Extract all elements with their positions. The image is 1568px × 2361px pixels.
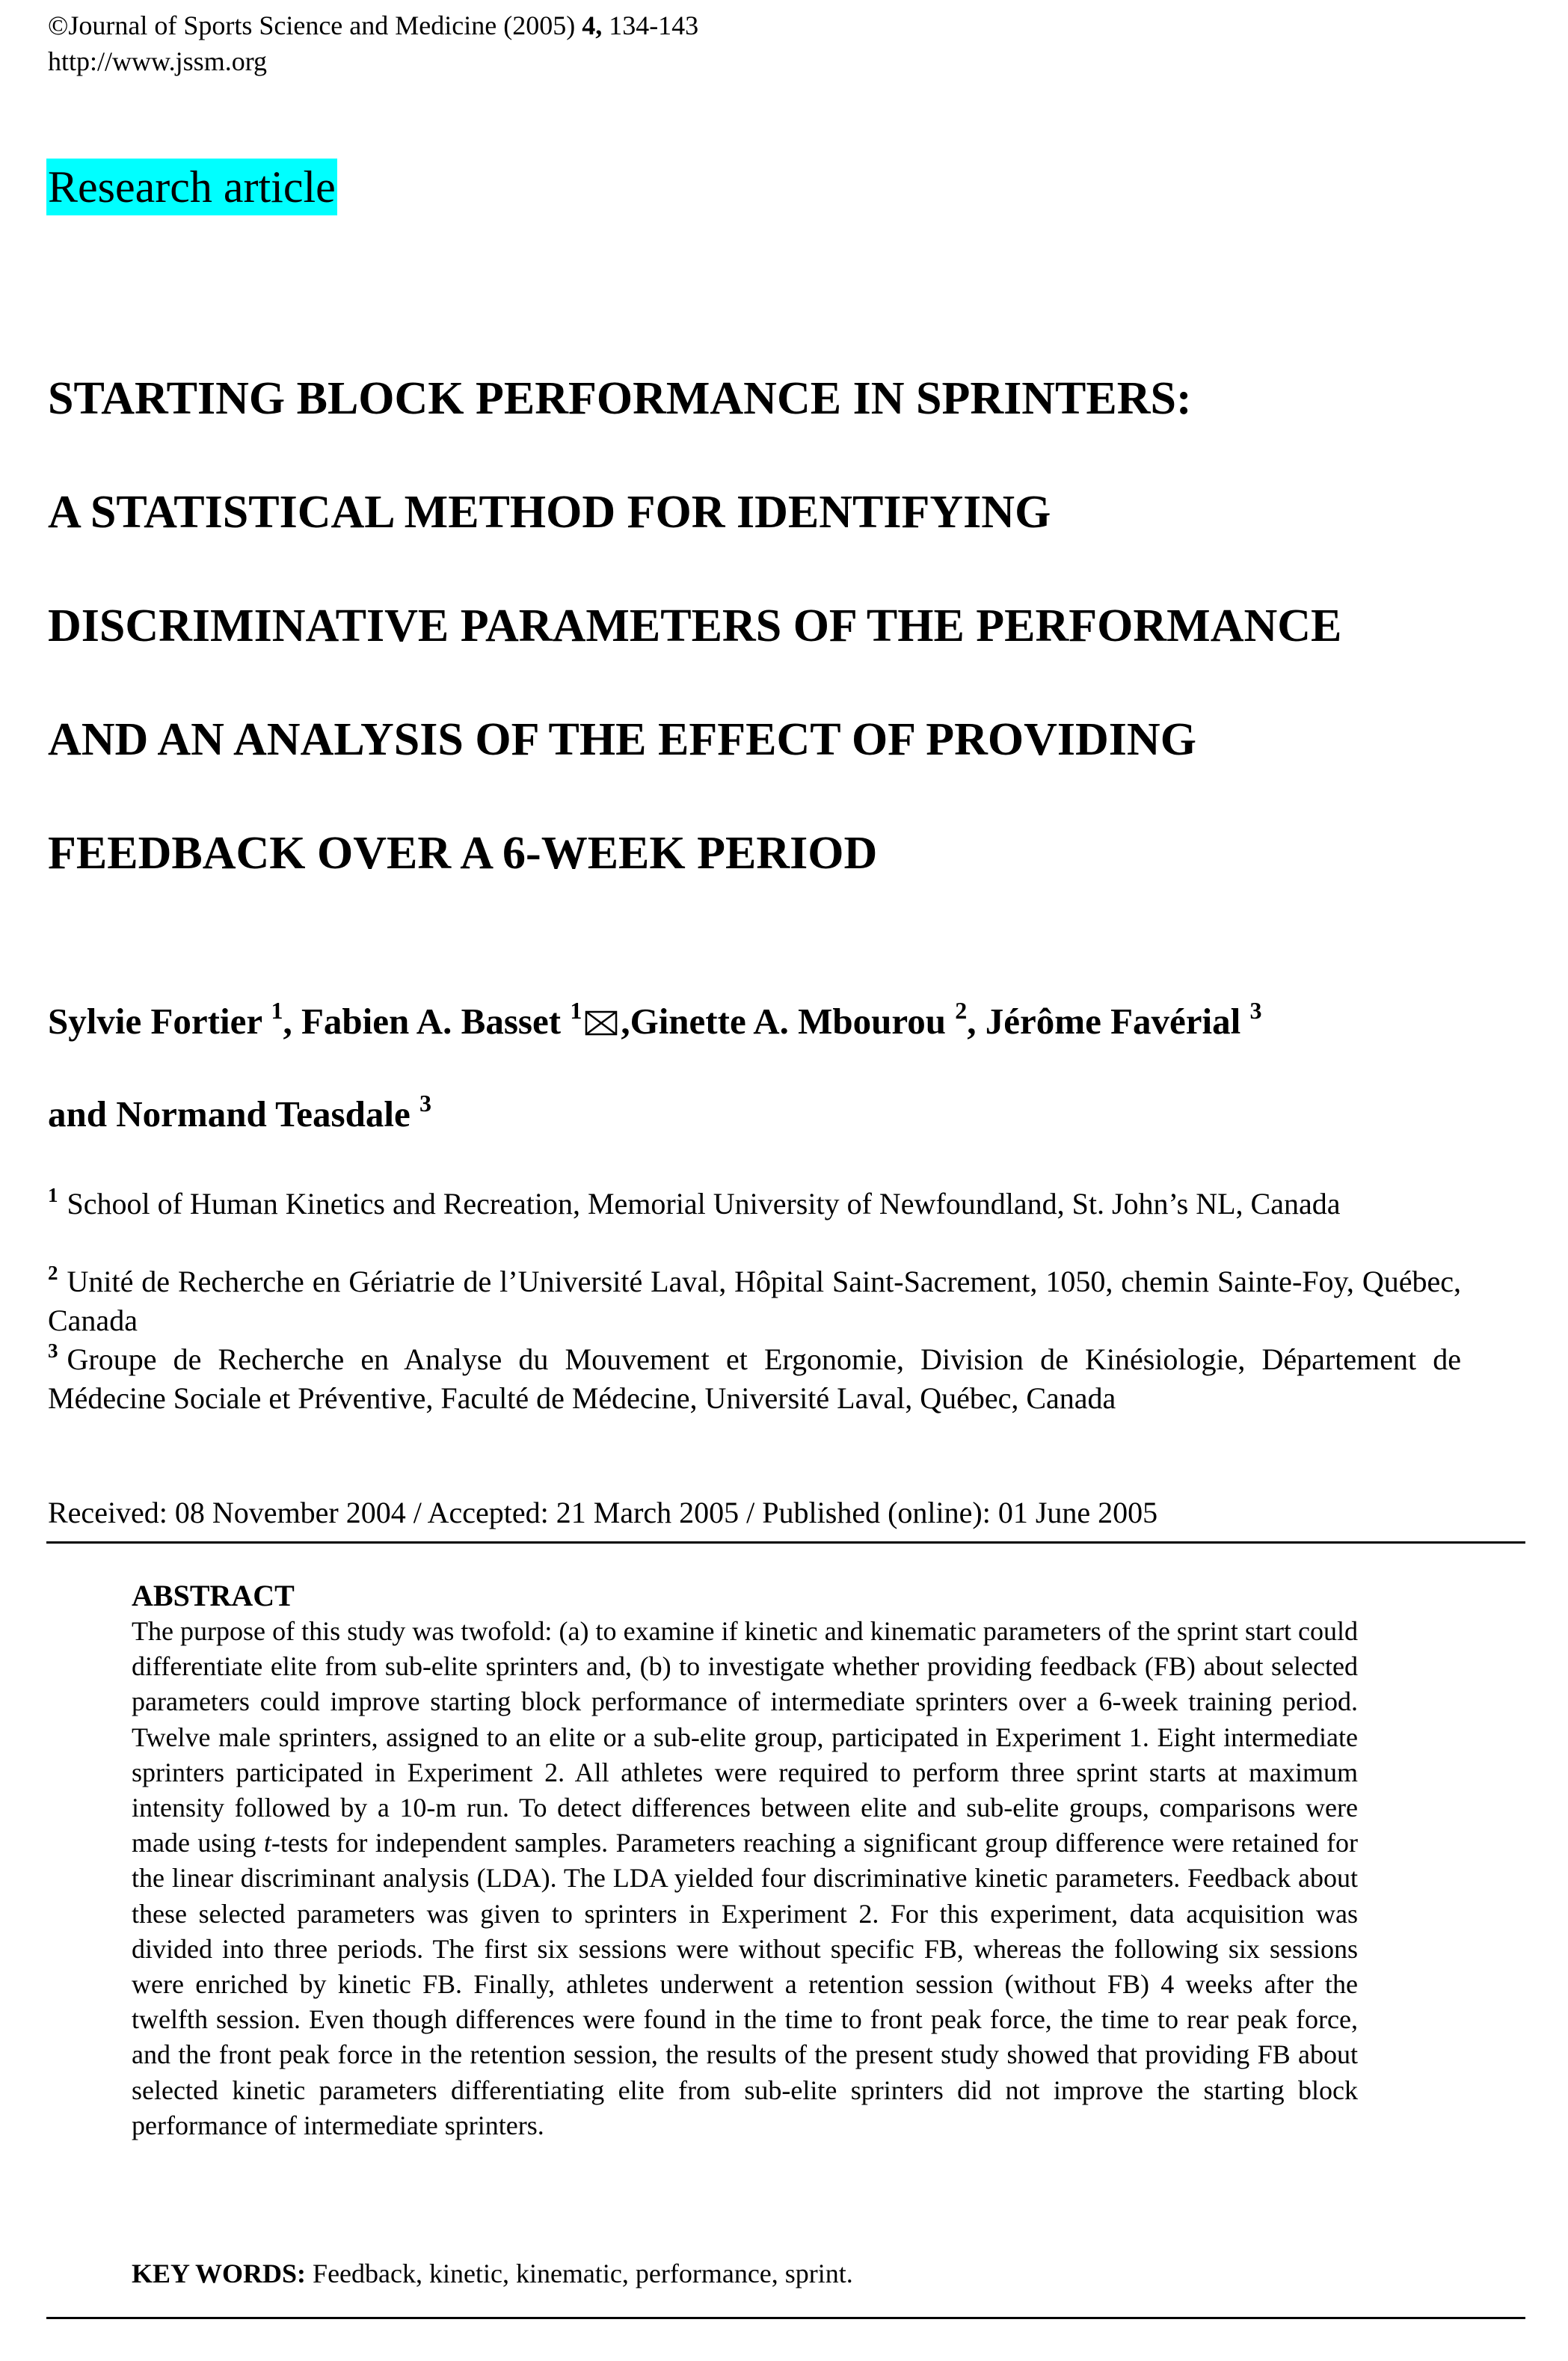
author-affiliation-mark: 1 [271, 997, 283, 1024]
affiliation-number: 1 [48, 1184, 58, 1206]
journal-name: ©Journal of Sports Science and Medicine (2005) [48, 10, 582, 40]
affiliation-text: Groupe de Recherche en Analyse du Mouvement et Ergonomie, Division de Kinésiologie, Département de Médecine Sociale et Préventive, Faculté de Médecine, Université Laval, Québec, Canada [48, 1342, 1461, 1415]
journal-citation [48, 10, 698, 40]
affiliation-3 [48, 1340, 1461, 1418]
divider-bottom [46, 2317, 1525, 2319]
title-line-4: AND AN ANALYSIS OF THE EFFECT OF PROVIDING [48, 714, 1196, 765]
authors-line-1 [48, 997, 1262, 1043]
affiliation-2 [48, 1262, 1461, 1340]
author-name: Sylvie Fortier [48, 1001, 271, 1042]
author-affiliation-mark: 2 [955, 997, 968, 1024]
divider-top [46, 1541, 1525, 1544]
author-name: ,Ginette A. Mbourou [621, 1001, 956, 1042]
article-type-label: Research article [46, 159, 337, 215]
affiliation-number: 3 [48, 1339, 58, 1362]
abstract-text: -tests for independent samples. Parameters reaching a significant group difference were retained for the linear discriminant analysis (LDA). The LDA yielded four discriminative kinetic parameters. Feedback about these selected parameters was given to sprinters in Experiment 2. For this experiment, data acquisition was divided into three periods. The first six sessions were without specific FB, whereas the following six sessions were enriched by kinetic FB. Finally, athletes underwent a retention session (without FB) 4 weeks after the twelfth session. Even though differences were found in the time to front peak force, the time to rear peak force, and the front peak force in the retention session, the results of the present study showed that providing FB about selected kinetic parameters differentiating elite from sub-elite sprinters did not improve the starting block performance of intermediate sprinters. [132, 1828, 1358, 2140]
affiliation-text: Unité de Recherche en Gériatrie de l’Université Laval, Hôpital Saint-Sacrement, 1050, chemin Sainte-Foy, Québec, Canada [48, 1265, 1461, 1337]
affiliation-text: School of Human Kinetics and Recreation, Memorial University of Newfoundland, St. John’s NL, Canada [67, 1187, 1341, 1221]
author-affiliation-mark: 3 [419, 1090, 431, 1117]
title-line-3: DISCRIMINATIVE PARAMETERS OF THE PERFORMANCE [48, 601, 1342, 651]
keywords-text: Feedback, kinetic, kinematic, performance, sprint. [306, 2259, 853, 2288]
affiliation-1 [48, 1185, 1461, 1224]
envelope-icon[interactable] [585, 1003, 618, 1028]
abstract-body [132, 1614, 1358, 2143]
journal-url[interactable]: http://www.jssm.org [48, 46, 268, 76]
journal-pages: 134-143 [602, 10, 699, 40]
title-line-1: STARTING BLOCK PERFORMANCE IN SPRINTERS: [48, 373, 1192, 424]
publication-dates: Received: 08 November 2004 / Accepted: 21 March 2005 / Published (online): 01 June 2005 [48, 1496, 1158, 1529]
abstract-heading: ABSTRACT [132, 1579, 295, 1612]
affiliation-number: 2 [48, 1262, 58, 1284]
title-line-2: A STATISTICAL METHOD FOR IDENTIFYING [48, 487, 1051, 538]
keywords-label: KEY WORDS: [132, 2259, 307, 2288]
author-name: , Fabien A. Basset [283, 1001, 571, 1042]
author-affiliation-mark: 1 [570, 997, 582, 1024]
author-affiliation-mark: 3 [1249, 997, 1262, 1024]
author-name: , Jérôme Favérial [967, 1001, 1250, 1042]
journal-volume: 4, [582, 10, 603, 40]
author-name: and Normand Teasdale [48, 1093, 419, 1135]
authors-line-2 [48, 1090, 431, 1135]
title-line-5: FEEDBACK OVER A 6-WEEK PERIOD [48, 828, 878, 879]
abstract-text: The purpose of this study was twofold: (a) to examine if kinetic and kinematic parameters of the sprint start could differentiate elite from sub-elite sprinters and, (b) to investigate whether providing feedback (FB) about selected parameters could improve starting block performance of intermediate sprinters over a 6-week training period. Twelve male sprinters, assigned to an elite or a sub-elite group, participated in Experiment 1. Eight intermediate sprinters participated in Experiment 2. All athletes were required to perform three sprint starts at maximum intensity followed by a 10-m run. To detect differences between elite and sub-elite groups, comparisons were made using [132, 1616, 1358, 1858]
abstract-italic-t: t [263, 1828, 271, 1858]
keywords [132, 2257, 853, 2290]
